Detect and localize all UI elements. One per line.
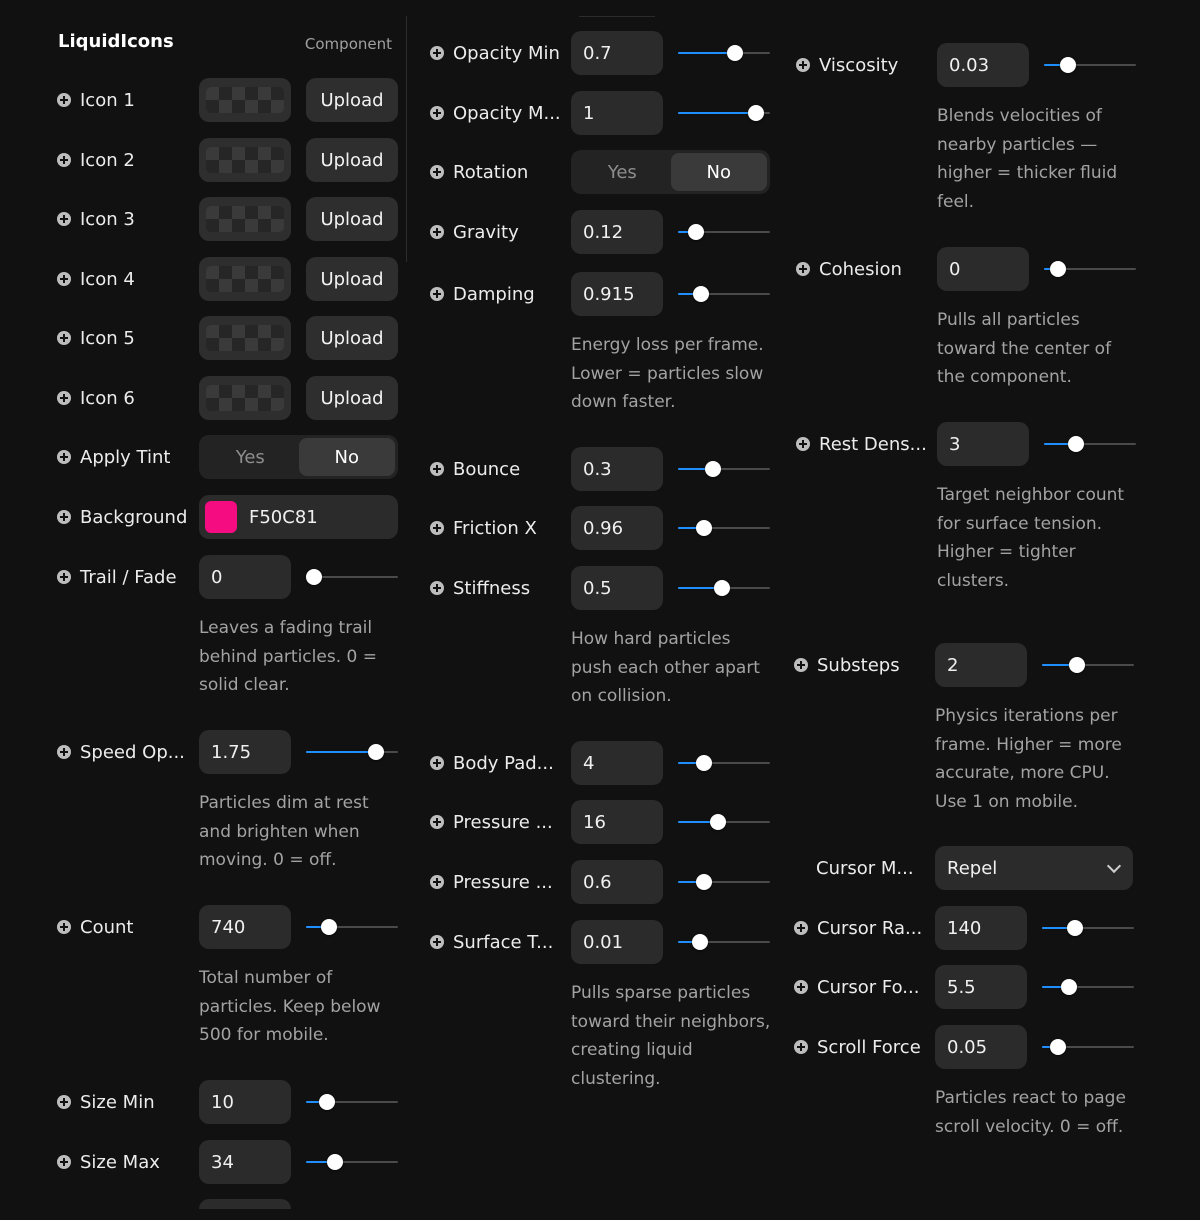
icon2-label[interactable]: Icon 2 [57, 138, 135, 182]
slider-knob[interactable] [368, 744, 384, 760]
apply-tint-toggle[interactable] [199, 435, 398, 479]
rotation-label[interactable]: Rotation [430, 150, 528, 194]
friction-x-input[interactable]: 0.96 [571, 506, 663, 550]
size-max-input[interactable]: 34 [199, 1140, 291, 1184]
slider-knob[interactable] [748, 105, 764, 121]
opacity-max-slider[interactable] [678, 91, 770, 135]
gravity-slider[interactable] [678, 210, 770, 254]
slider-fill [678, 112, 756, 114]
opacity-min-input[interactable]: 0.7 [571, 31, 663, 75]
icon1-preview[interactable] [199, 78, 291, 122]
slider-knob[interactable] [319, 1094, 335, 1110]
size-min-input[interactable]: 10 [199, 1080, 291, 1124]
speed-opacity-input[interactable]: 1.75 [199, 730, 291, 774]
cursor-radius-input[interactable]: 140 [935, 906, 1027, 950]
slider-knob[interactable] [710, 814, 726, 830]
friction-x-slider[interactable] [678, 506, 770, 550]
size-min-label[interactable]: Size Min [57, 1080, 155, 1124]
plus-icon[interactable] [430, 165, 444, 179]
opacity-min-slider[interactable] [678, 31, 770, 75]
friction-x-label[interactable]: Friction X [430, 506, 537, 550]
speed-opacity-help: Particles dim at rest and brighten when moving. 0 = off. [199, 793, 369, 871]
cohesion-label[interactable]: Cohesion [796, 247, 902, 291]
plus-icon[interactable] [794, 921, 808, 935]
plus-icon[interactable] [430, 521, 444, 535]
cursor-force-label[interactable]: Cursor Fo... [794, 965, 919, 1009]
damping-help: Energy loss per frame. Lower = particles slow down faster. [571, 335, 764, 413]
apply-tint-no[interactable]: No [299, 438, 396, 476]
plus-icon[interactable] [57, 450, 71, 464]
cursor-mode-select[interactable] [935, 846, 1133, 890]
plus-icon[interactable] [57, 1095, 71, 1109]
plus-icon[interactable] [794, 1040, 808, 1054]
cursor-mode-value: Repel [947, 857, 998, 879]
pressure-1-slider[interactable] [678, 800, 770, 844]
trail-fade-help: Leaves a fading trail behind particles. 0 = solid clear. [199, 618, 377, 696]
slider-knob[interactable] [692, 934, 708, 950]
size-max-slider[interactable] [306, 1140, 398, 1184]
icon1-upload-button[interactable]: Upload [306, 78, 398, 122]
slider-knob[interactable] [306, 569, 322, 585]
bounce-label[interactable]: Bounce [430, 447, 520, 491]
slider-knob[interactable] [696, 874, 712, 890]
icon6-upload-button[interactable]: Upload [306, 376, 398, 420]
gravity-label[interactable]: Gravity [430, 210, 519, 254]
plus-icon[interactable] [57, 212, 71, 226]
plus-icon[interactable] [57, 331, 71, 345]
body-padding-input[interactable]: 4 [571, 741, 663, 785]
substeps-help: Physics iterations per frame. Higher = more accurate, more CPU. Use 1 on mobile. [935, 706, 1122, 813]
slider-knob[interactable] [1061, 979, 1077, 995]
substeps-input[interactable]: 2 [935, 643, 1027, 687]
rest-density-label[interactable]: Rest Dens... [796, 422, 927, 466]
plus-icon[interactable] [57, 272, 71, 286]
cohesion-input[interactable]: 0 [937, 247, 1029, 291]
viscosity-label[interactable]: Viscosity [796, 43, 898, 87]
damping-slider[interactable] [678, 272, 770, 316]
size-min-slider[interactable] [306, 1080, 398, 1124]
stiffness-input[interactable]: 0.5 [571, 566, 663, 610]
trail-fade-label[interactable]: Trail / Fade [57, 555, 177, 599]
plus-icon[interactable] [796, 262, 810, 276]
slider-knob[interactable] [693, 286, 709, 302]
icon3-upload-button[interactable]: Upload [306, 197, 398, 241]
plus-icon[interactable] [430, 875, 444, 889]
plus-icon[interactable] [430, 462, 444, 476]
body-padding-slider[interactable] [678, 741, 770, 785]
checker-image [206, 325, 284, 351]
cohesion-slider[interactable] [1044, 247, 1136, 291]
count-input[interactable]: 740 [199, 905, 291, 949]
cursor-force-slider[interactable] [1042, 965, 1134, 1009]
plus-icon[interactable] [430, 225, 444, 239]
surface-tension-input[interactable]: 0.01 [571, 920, 663, 964]
surface-tension-help: Pulls sparse particles toward their neighbors, creating liquid clustering. [571, 983, 771, 1090]
icon4-upload-button[interactable]: Upload [306, 257, 398, 301]
pressure-2-slider[interactable] [678, 860, 770, 904]
plus-icon[interactable] [57, 745, 71, 759]
icon4-preview[interactable] [199, 257, 291, 301]
icon3-label[interactable]: Icon 3 [57, 197, 135, 241]
slider-knob[interactable] [1060, 57, 1076, 73]
substeps-label[interactable]: Substeps [794, 643, 900, 687]
slider-knob[interactable] [1067, 920, 1083, 936]
apply-tint-label[interactable]: Apply Tint [57, 435, 170, 479]
rotation-yes[interactable]: Yes [607, 161, 637, 183]
pressure-1-input[interactable]: 16 [571, 800, 663, 844]
plus-icon[interactable] [430, 935, 444, 949]
plus-icon[interactable] [430, 46, 444, 60]
trail-fade-slider[interactable] [306, 555, 398, 599]
slider-knob[interactable] [714, 580, 730, 596]
scroll-force-label[interactable]: Scroll Force [794, 1025, 921, 1069]
slider-fill [306, 751, 376, 753]
slider-knob[interactable] [705, 461, 721, 477]
panel-title: LiquidIcons [58, 31, 174, 52]
bounce-slider[interactable] [678, 447, 770, 491]
background-color-field[interactable] [199, 495, 398, 539]
plus-icon[interactable] [57, 93, 71, 107]
slider-knob[interactable] [696, 755, 712, 771]
panel-subtitle: Component [304, 35, 392, 53]
damping-input[interactable]: 0.915 [571, 272, 663, 316]
plus-icon[interactable] [57, 570, 71, 584]
icon5-label[interactable]: Icon 5 [57, 316, 135, 360]
surface-tension-slider[interactable] [678, 920, 770, 964]
count-slider[interactable] [306, 905, 398, 949]
icon5-upload-button[interactable]: Upload [306, 316, 398, 360]
scroll-force-slider[interactable] [1042, 1025, 1134, 1069]
checker-image [206, 206, 284, 232]
slider-knob[interactable] [321, 919, 337, 935]
cursor-mode-label: Cursor M... [816, 857, 914, 879]
plus-icon[interactable] [57, 1155, 71, 1169]
viscosity-slider[interactable] [1044, 43, 1136, 87]
plus-icon[interactable] [794, 980, 808, 994]
opacity-min-label[interactable]: Opacity Min [430, 31, 560, 75]
checker-image [206, 266, 284, 292]
slider-knob[interactable] [727, 45, 743, 61]
icon4-label[interactable]: Icon 4 [57, 257, 135, 301]
stiffness-slider[interactable] [678, 566, 770, 610]
slider-knob[interactable] [1069, 657, 1085, 673]
slider-knob[interactable] [696, 520, 712, 536]
speed-opacity-slider[interactable] [306, 730, 398, 774]
pressure-2-input[interactable]: 0.6 [571, 860, 663, 904]
partial-field [199, 1199, 291, 1209]
icon3-preview[interactable] [199, 197, 291, 241]
slider-knob[interactable] [1068, 436, 1084, 452]
background-label[interactable]: Background [57, 495, 187, 539]
cursor-force-input[interactable]: 5.5 [935, 965, 1027, 1009]
opacity-max-label[interactable]: Opacity M... [430, 91, 561, 135]
plus-icon[interactable] [57, 153, 71, 167]
rest-density-help: Target neighbor count for surface tension. Higher = tighter clusters. [937, 485, 1125, 592]
plus-icon[interactable] [57, 920, 71, 934]
plus-icon[interactable] [430, 815, 444, 829]
stiffness-label[interactable]: Stiffness [430, 566, 530, 610]
plus-icon[interactable] [430, 106, 444, 120]
cohesion-help: Pulls all particles toward the center of the component. [937, 310, 1112, 388]
column-divider [406, 16, 407, 262]
plus-icon[interactable] [57, 391, 71, 405]
icon2-upload-button[interactable]: Upload [306, 138, 398, 182]
slider-knob[interactable] [1050, 1039, 1066, 1055]
icon5-preview[interactable] [199, 316, 291, 360]
slider-knob[interactable] [1050, 261, 1066, 277]
slider-knob[interactable] [688, 224, 704, 240]
rest-density-input[interactable]: 3 [937, 422, 1029, 466]
apply-tint-yes[interactable]: Yes [235, 446, 265, 468]
bounce-input[interactable]: 0.3 [571, 447, 663, 491]
rotation-no[interactable]: No [671, 153, 768, 191]
color-swatch[interactable] [205, 501, 237, 533]
icon2-preview[interactable] [199, 138, 291, 182]
partial-field-top [579, 0, 655, 17]
plus-icon[interactable] [796, 437, 810, 451]
speed-opacity-label[interactable]: Speed Op... [57, 730, 185, 774]
rotation-toggle[interactable] [571, 150, 770, 194]
checker-image [206, 385, 284, 411]
checker-image [206, 87, 284, 113]
opacity-max-input[interactable]: 1 [571, 91, 663, 135]
plus-icon[interactable] [794, 658, 808, 672]
rest-density-slider[interactable] [1044, 422, 1136, 466]
surface-tension-label[interactable]: Surface T... [430, 920, 553, 964]
background-hex[interactable]: F50C81 [249, 507, 318, 528]
icon6-label[interactable]: Icon 6 [57, 376, 135, 420]
count-help: Total number of particles. Keep below 500 for mobile. [199, 968, 381, 1046]
icon6-preview[interactable] [199, 376, 291, 420]
viscosity-help: Blends velocities of nearby particles — higher = thicker fluid feel. [937, 106, 1118, 213]
plus-icon[interactable] [57, 510, 71, 524]
cursor-radius-slider[interactable] [1042, 906, 1134, 950]
plus-icon[interactable] [430, 287, 444, 301]
cursor-radius-label[interactable]: Cursor Ra... [794, 906, 922, 950]
viscosity-input[interactable]: 0.03 [937, 43, 1029, 87]
checker-image [206, 147, 284, 173]
substeps-slider[interactable] [1042, 643, 1134, 687]
plus-icon[interactable] [796, 58, 810, 72]
pressure-2-label[interactable]: Pressure ... [430, 860, 553, 904]
scroll-force-help: Particles react to page scroll velocity. 0 = off. [935, 1088, 1126, 1137]
damping-label[interactable]: Damping [430, 272, 535, 316]
stiffness-help: How hard particles push each other apart on collision. [571, 629, 760, 707]
body-padding-label[interactable]: Body Pad... [430, 741, 554, 785]
icon1-label[interactable]: Icon 1 [57, 78, 135, 122]
pressure-1-label[interactable]: Pressure ... [430, 800, 553, 844]
plus-icon[interactable] [430, 756, 444, 770]
plus-icon[interactable] [430, 581, 444, 595]
size-max-label[interactable]: Size Max [57, 1140, 160, 1184]
chevron-down-icon [1107, 858, 1121, 872]
count-label[interactable]: Count [57, 905, 133, 949]
slider-knob[interactable] [327, 1154, 343, 1170]
gravity-input[interactable]: 0.12 [571, 210, 663, 254]
trail-fade-input[interactable]: 0 [199, 555, 291, 599]
scroll-force-input[interactable]: 0.05 [935, 1025, 1027, 1069]
